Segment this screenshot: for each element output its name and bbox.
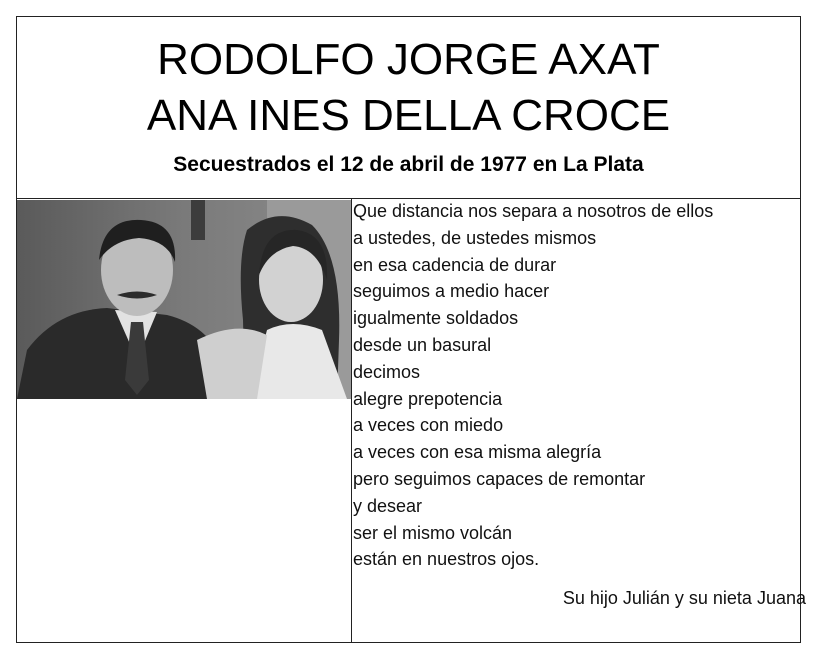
poem-line: a ustedes, de ustedes mismos — [353, 227, 597, 248]
poem-line: están en nuestros ojos. — [353, 549, 540, 570]
poem-line: y desear — [353, 495, 423, 516]
notice-header — [17, 17, 800, 199]
poem-line: decimos — [353, 361, 421, 382]
photo-of-couple-icon — [17, 200, 351, 399]
name-rodolfo: RODOLFO JORGE AXAT — [157, 35, 660, 84]
poem-line: a veces con miedo — [353, 415, 504, 436]
couple-photo — [17, 200, 351, 399]
poem-line: pero seguimos capaces de remontar — [353, 468, 646, 489]
signature: Su hijo Julián y su nieta Juana — [562, 588, 806, 608]
poem-line: ser el mismo volcán — [353, 522, 513, 543]
poem-line: a veces con esa misma alegría — [353, 442, 602, 463]
poem-line: alegre prepotencia — [353, 388, 503, 409]
poem — [353, 198, 713, 573]
abduction-subtitle: Secuestrados el 12 de abril de 1977 en La Plata — [173, 153, 644, 176]
poem-line: en esa cadencia de durar — [353, 254, 557, 275]
poem-line: igualmente soldados — [353, 308, 519, 329]
column-divider — [351, 199, 352, 642]
poem-line: seguimos a medio hacer — [353, 281, 550, 302]
poem-line: Que distancia nos separa a nosotros de ellos — [353, 201, 714, 221]
poem-line: desde un basural — [353, 334, 492, 355]
name-ana: ANA INES DELLA CROCE — [146, 91, 671, 140]
